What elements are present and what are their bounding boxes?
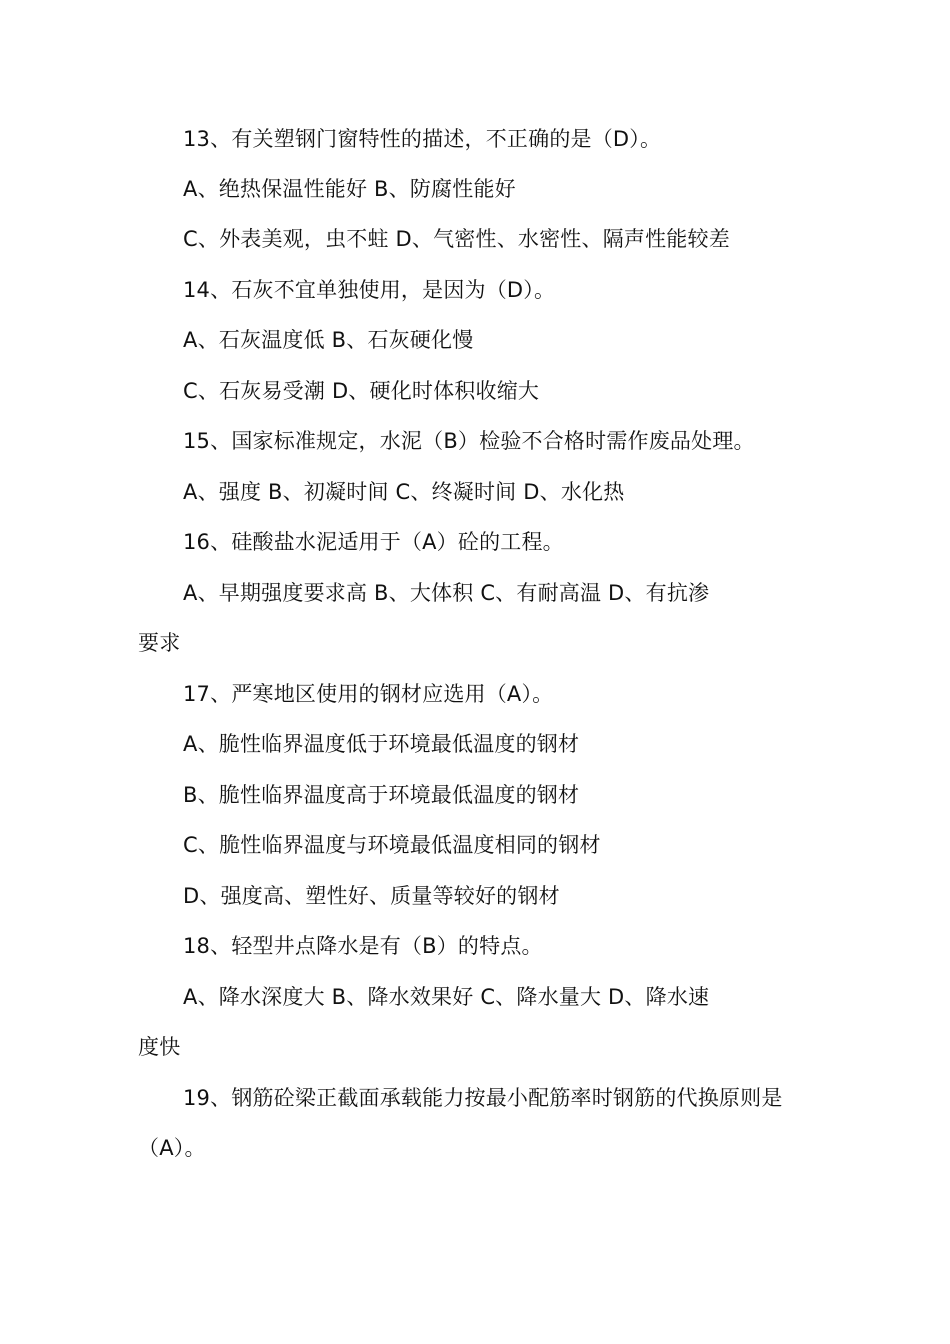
question-16: 16、硅酸盐水泥适用于（A）砼的工程。 [183, 530, 564, 554]
question-18: 18、轻型井点降水是有（B）的特点。 [183, 934, 543, 958]
question-17-option-b: B、脆性临界温度高于环境最低温度的钢材 [183, 783, 580, 807]
question-15: 15、国家标准规定，水泥（B）检验不合格时需作废品处理。 [183, 429, 755, 453]
question-14-options-ab: A、石灰温度低 B、石灰硬化慢 [183, 328, 474, 352]
question-15-options: A、强度 B、初凝时间 C、终凝时间 D、水化热 [183, 480, 625, 504]
question-17-option-c: C、脆性临界温度与环境最低温度相同的钢材 [183, 833, 601, 857]
question-17-option-d: D、强度高、塑性好、质量等较好的钢材 [183, 884, 560, 908]
question-18-options-continued: 度快 [138, 1035, 181, 1059]
question-16-options: A、早期强度要求高 B、大体积 C、有耐高温 D、有抗渗 [183, 581, 710, 605]
question-14: 14、石灰不宜单独使用，是因为（D）。 [183, 278, 556, 302]
question-13-options-ab: A、绝热保温性能好 B、防腐性能好 [183, 177, 516, 201]
question-17: 17、严寒地区使用的钢材应选用（A）。 [183, 682, 554, 706]
question-14-options-cd: C、石灰易受潮 D、硬化时体积收缩大 [183, 379, 540, 403]
question-18-options: A、降水深度大 B、降水效果好 C、降水量大 D、降水速 [183, 985, 710, 1009]
question-19-continued: （A）。 [138, 1136, 206, 1160]
question-17-option-a: A、脆性临界温度低于环境最低温度的钢材 [183, 732, 580, 756]
question-19: 19、钢筋砼梁正截面承载能力按最小配筋率时钢筋的代换原则是 [183, 1086, 783, 1110]
question-13: 13、有关塑钢门窗特性的描述，不正确的是（D）。 [183, 127, 662, 151]
question-13-options-cd: C、外表美观，虫不蛀 D、气密性、水密性、隔声性能较差 [183, 227, 730, 251]
question-16-options-continued: 要求 [138, 631, 181, 655]
